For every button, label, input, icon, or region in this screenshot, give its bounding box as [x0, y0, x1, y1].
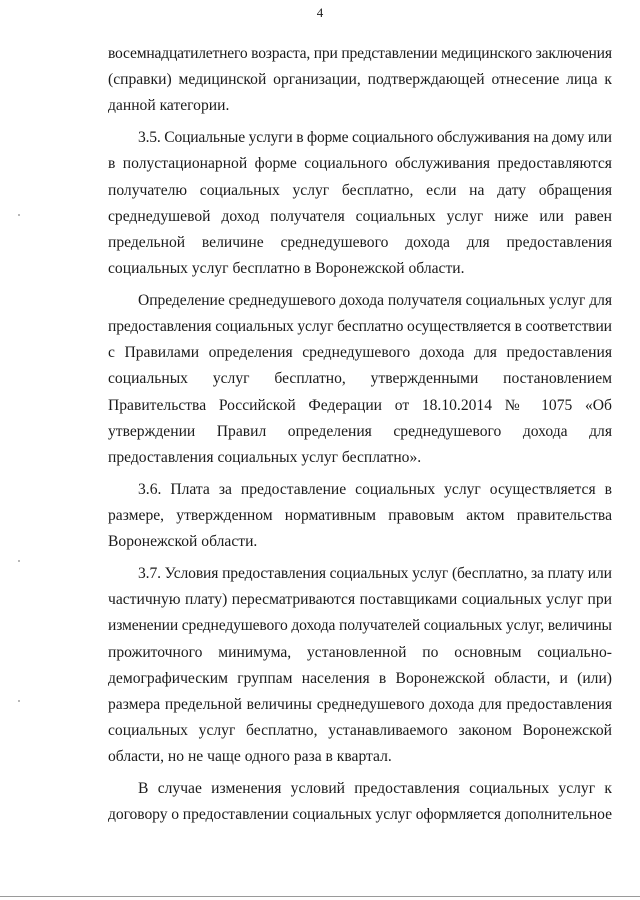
text-line: с Правилами определения среднедушевого дохода для предоставления	[108, 344, 612, 362]
document-body	[108, 41, 612, 828]
page-bottom-edge	[0, 896, 640, 897]
text-line: предельной величине среднедушевого дохода для предоставления	[108, 233, 612, 251]
text-line: получателю социальных услуг бесплатно, если на дату обращения	[108, 181, 612, 199]
text-line: среднедушевой доход получателя социальных услуг ниже или равен	[108, 207, 612, 225]
text-line: Правительства Российской Федерации от 18.10.2014 № 1075 «Об	[108, 396, 612, 414]
text-line: социальных услуг бесплатно в Воронежской области.	[108, 260, 465, 278]
text-line: 3.5. Социальные услуги в форме социального обслуживания на дому или	[138, 129, 612, 147]
text-line: области, но не чаще одного раза в квартал.	[108, 748, 392, 766]
text-line: изменении среднедушевого дохода получателей социальных услуг, величины	[108, 617, 612, 635]
text-line: утверждении Правил определения среднедушевого дохода для	[108, 422, 612, 440]
text-line: предоставления социальных услуг бесплатно».	[108, 449, 422, 466]
scan-speck	[18, 700, 20, 702]
text-line: 3.6. Плата за предоставление социальных услуг осуществляется в	[138, 480, 612, 498]
text-line: Определение среднедушевого дохода получателя социальных услуг для	[138, 291, 612, 309]
text-line: В случае изменения условий предоставления социальных услуг к	[138, 780, 612, 798]
scan-speck	[18, 560, 20, 562]
text-line: размера предельной величины среднедушевого дохода для предоставления	[108, 695, 612, 713]
text-line: прожиточного минимума, установленной по основным социально-	[108, 643, 612, 661]
text-line: в полустационарной форме социального обслуживания предоставляются	[108, 155, 612, 173]
text-line: социальных услуг бесплатно, устанавливаемого законом Воронежской	[108, 722, 612, 740]
page-number: 4	[316, 5, 324, 20]
scan-speck	[18, 214, 20, 216]
text-line: (справки) медицинской организации, подтверждающей отнесение лица к	[108, 71, 612, 89]
text-line: частичную плату) пересматриваются поставщиками социальных услуг при	[108, 591, 612, 609]
text-line: восемнадцатилетнего возраста, при представлении медицинского заключения	[108, 45, 612, 62]
text-line: демографическим группам населения в Воронежской области, и (или)	[108, 669, 612, 687]
text-line: социальных услуг бесплатно, утвержденными постановлением	[108, 370, 612, 388]
text-line: данной категории.	[108, 97, 230, 115]
text-line: Воронежской области.	[108, 533, 258, 551]
text-line: 3.7. Условия предоставления социальных услуг (бесплатно, за плату или	[138, 564, 612, 582]
text-line: размере, утвержденном нормативным правовым актом правительства	[108, 506, 612, 524]
text-line: предоставления социальных услуг бесплатно осуществляется в соответствии	[108, 318, 612, 336]
text-line: договору о предоставлении социальных услуг оформляется дополнительное	[108, 806, 612, 824]
